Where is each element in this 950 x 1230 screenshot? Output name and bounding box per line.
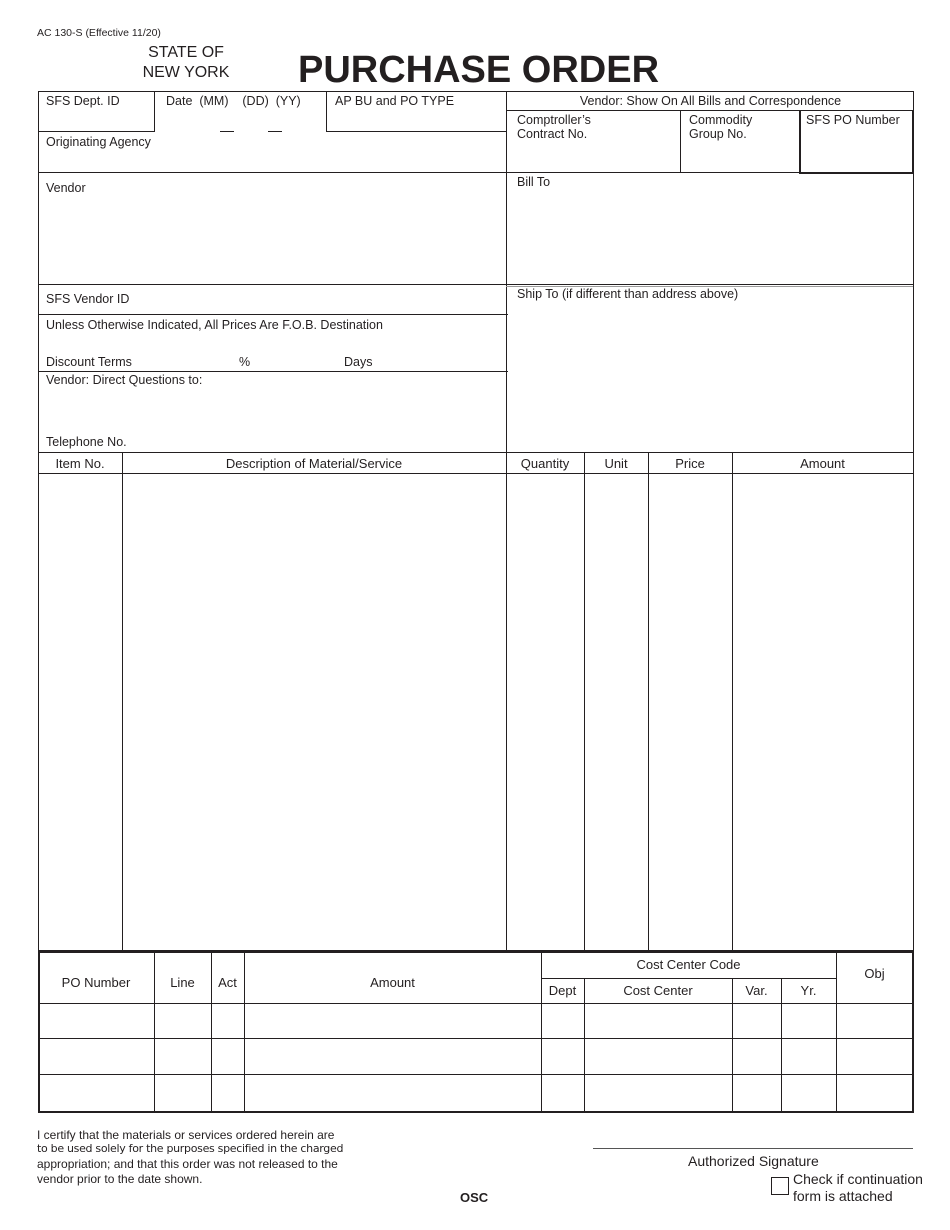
quantity-header: Quantity [520, 456, 570, 471]
form-id: AC 130-S (Effective 11/20) [37, 27, 161, 39]
authorized-signature-label: Authorized Signature [688, 1153, 819, 1169]
ap-bu-label: AP BU and PO TYPE [335, 94, 455, 108]
date-label: Date (MM) (DD) (YY) [166, 94, 301, 108]
telephone-field[interactable] [140, 432, 504, 450]
price-header: Price [675, 456, 705, 471]
certify-line3: appropriation; and that this order was not released to the [37, 1157, 338, 1171]
discount-percent-field[interactable] [140, 352, 235, 370]
ap-bu-field[interactable] [328, 110, 504, 130]
item-no-header: Item No. [55, 456, 105, 471]
price-column[interactable] [650, 476, 730, 948]
amount-column[interactable] [734, 476, 911, 948]
cost-amount-header: Amount [370, 975, 415, 990]
ship-to-field[interactable] [508, 303, 911, 450]
cost-center-header: Cost Center [623, 983, 693, 998]
cost-row[interactable] [40, 1076, 912, 1110]
bill-to-field[interactable] [508, 191, 911, 282]
commodity-label-line2: Group No. [689, 127, 747, 141]
dept-header: Dept [548, 983, 577, 998]
commodity-group-field[interactable] [682, 143, 797, 171]
originating-agency-label: Originating Agency [46, 135, 151, 149]
sfs-dept-id-label: SFS Dept. ID [46, 94, 120, 108]
yr-header: Yr. [800, 983, 817, 998]
amount-header: Amount [800, 456, 845, 471]
originating-agency-field[interactable] [40, 150, 504, 170]
sfs-dept-id-field[interactable] [40, 93, 152, 129]
certify-line2: to be used solely for the purposes specified in the charged [37, 1142, 344, 1155]
comptroller-label-line2: Contract No. [517, 127, 588, 141]
page-title: PURCHASE ORDER [298, 49, 660, 91]
line-header: Line [170, 975, 195, 990]
osc-label: OSC [460, 1190, 489, 1205]
comptroller-contract-field[interactable] [508, 143, 678, 171]
percent-label: % [239, 355, 251, 369]
description-column[interactable] [124, 476, 504, 948]
signature-line[interactable] [593, 1148, 913, 1149]
cost-center-code-header: Cost Center Code [636, 957, 741, 972]
discount-terms-label: Discount Terms [46, 355, 132, 369]
date-field[interactable] [156, 110, 324, 130]
days-label: Days [344, 355, 373, 369]
discount-days-field[interactable] [256, 352, 340, 370]
bill-to-label: Bill To [517, 175, 551, 189]
ship-to-label: Ship To (if different than address above) [517, 287, 739, 301]
sfs-vendor-id-label: SFS Vendor ID [46, 292, 130, 306]
comptroller-label-line1: Comptroller’s [517, 113, 591, 127]
sfs-po-number-label: SFS PO Number [806, 113, 900, 127]
continuation-checkbox[interactable] [771, 1177, 789, 1195]
state-label-line1: STATE OF [148, 44, 224, 61]
state-label-line2: NEW YORK [142, 64, 230, 81]
certify-line4: vendor prior to the date shown. [37, 1172, 203, 1186]
vendor-show-label: Vendor: Show On All Bills and Correspondence [579, 94, 842, 108]
vendor-address-field[interactable] [40, 197, 504, 282]
vendor-direct-field[interactable] [40, 389, 504, 431]
unit-header: Unit [604, 456, 628, 471]
cost-row[interactable] [40, 1005, 912, 1037]
fob-note: Unless Otherwise Indicated, All Prices Are F.O.B. Destination [46, 318, 383, 332]
commodity-label-line1: Commodity [689, 113, 753, 127]
description-header: Description of Material/Service [225, 456, 403, 471]
certify-line1: I certify that the materials or services ordered herein are [37, 1128, 335, 1142]
var-header: Var. [745, 983, 768, 998]
telephone-label: Telephone No. [46, 435, 127, 449]
continuation-label-line1: Check if continuation [793, 1171, 923, 1187]
obj-header: Obj [864, 966, 885, 981]
po-number-header: PO Number [61, 975, 131, 990]
continuation-label-line2: form is attached [793, 1188, 893, 1204]
sfs-vendor-id-field[interactable] [140, 289, 504, 311]
cost-row[interactable] [40, 1040, 912, 1073]
vendor-direct-label: Vendor: Direct Questions to: [46, 373, 203, 387]
unit-column[interactable] [586, 476, 646, 948]
act-header: Act [218, 975, 237, 990]
item-no-column[interactable] [40, 476, 120, 948]
sfs-po-number-field[interactable] [802, 130, 910, 170]
vendor-label: Vendor [46, 181, 86, 195]
quantity-column[interactable] [508, 476, 582, 948]
